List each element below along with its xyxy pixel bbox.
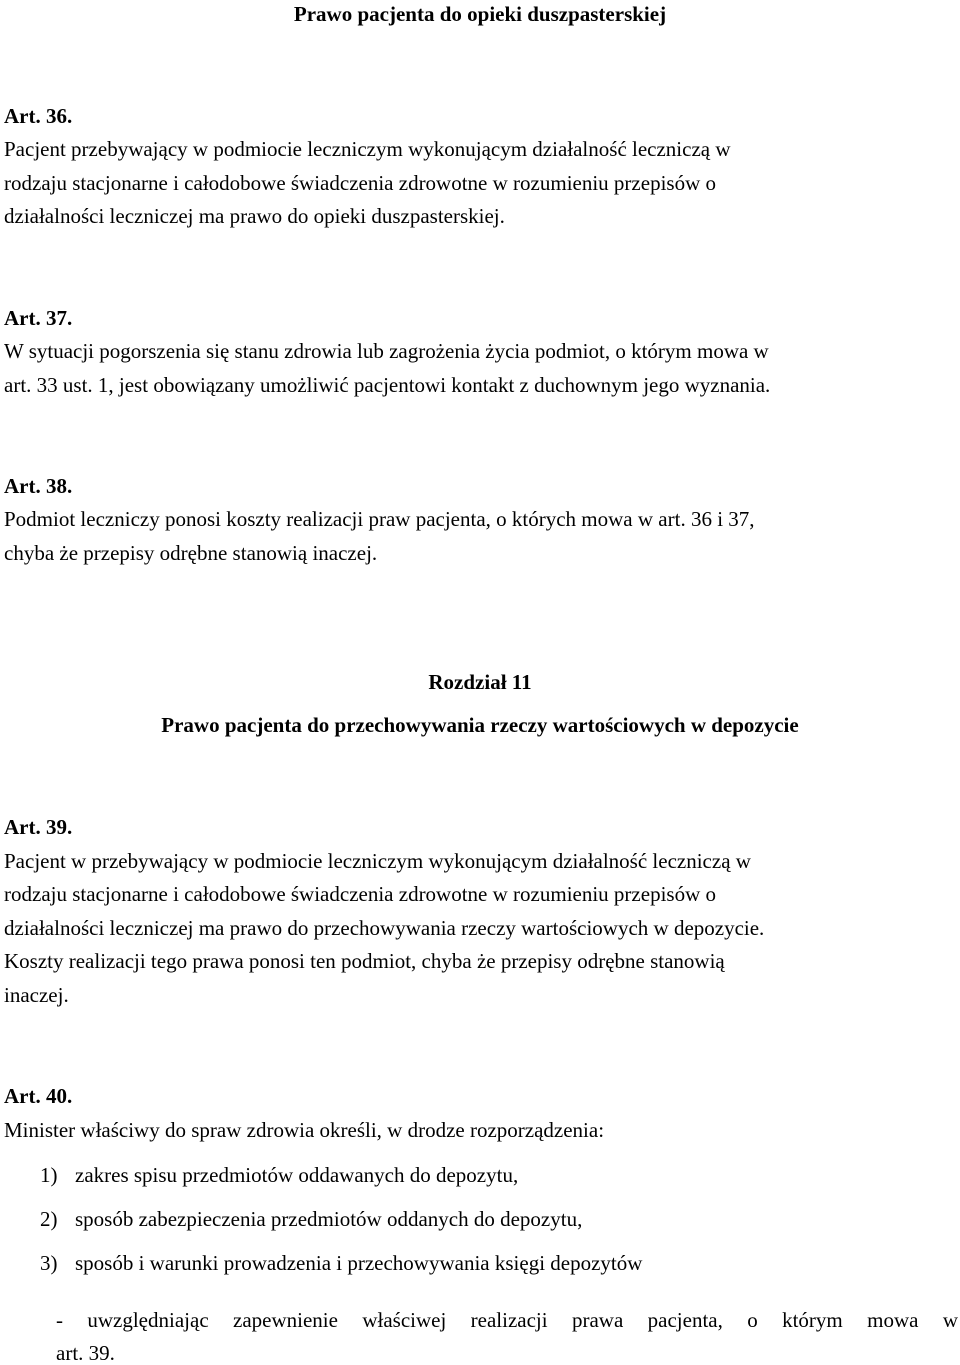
list-item-number: 3) <box>40 1251 58 1275</box>
article-39-line-4: Koszty realizacji tego prawa ponosi ten podmiot, chyba że przepisy odrębne stanowią <box>4 949 725 973</box>
list-item <box>40 1253 642 1274</box>
list-item-text: sposób i warunki prowadzenia i przechowywania księgi depozytów <box>75 1251 643 1275</box>
article-38-line-1: Podmiot leczniczy ponosi koszty realizacji praw pacjenta, o których mowa w art. 36 i 37, <box>4 507 755 531</box>
list-item <box>40 1209 582 1230</box>
article-36-line-3: działalności leczniczej ma prawo do opieki duszpasterskiej. <box>4 204 505 228</box>
article-36-heading: Art. 36. <box>4 104 73 128</box>
article-38-heading: Art. 38. <box>4 474 73 498</box>
list-item-number: 2) <box>40 1207 58 1231</box>
list-item <box>40 1165 518 1186</box>
article-39-line-5: inaczej. <box>4 983 69 1007</box>
article-39-heading: Art. 39. <box>4 815 73 839</box>
article-40-closing-line-2: art. 39. <box>56 1341 115 1365</box>
article-40-closing-line-1: - uwzględniając zapewnienie właściwej realizacji prawa pacjenta, o którym mowa w <box>56 1308 958 1332</box>
article-37-line-1: W sytuacji pogorszenia się stanu zdrowia lub zagrożenia życia podmiot, o którym mowa w <box>4 339 769 363</box>
article-39-line-2: rodzaju stacjonarne i całodobowe świadczenia zdrowotne w rozumieniu przepisów o <box>4 882 716 906</box>
article-38-line-2: chyba że przepisy odrębne stanowią inaczej. <box>4 541 378 565</box>
article-37-line-2: art. 33 ust. 1, jest obowiązany umożliwić pacjentowi kontakt z duchownym jego wyznania. <box>4 373 771 397</box>
article-36-line-2: rodzaju stacjonarne i całodobowe świadczenia zdrowotne w rozumieniu przepisów o <box>4 171 716 195</box>
list-item-number: 1) <box>40 1163 58 1187</box>
article-40-intro: Minister właściwy do spraw zdrowia określi, w drodze rozporządzenia: <box>4 1118 605 1142</box>
chapter-number: Rozdział 11 <box>428 670 532 694</box>
article-40-heading: Art. 40. <box>4 1084 73 1108</box>
article-36-line-1: Pacjent przebywający w podmiocie leczniczym wykonującym działalność leczniczą w <box>4 137 731 161</box>
page-title: Prawo pacjenta do opieki duszpasterskiej <box>293 2 667 26</box>
article-39-line-1: Pacjent w przebywający w podmiocie leczniczym wykonującym działalność leczniczą w <box>4 849 751 873</box>
list-item-text: zakres spisu przedmiotów oddawanych do depozytu, <box>75 1163 519 1187</box>
list-item-text: sposób zabezpieczenia przedmiotów oddanych do depozytu, <box>75 1207 583 1231</box>
article-39-line-3: działalności leczniczej ma prawo do przechowywania rzeczy wartościowych w depozycie. <box>4 916 765 940</box>
chapter-title: Prawo pacjenta do przechowywania rzeczy wartościowych w depozycie <box>161 713 799 737</box>
article-37-heading: Art. 37. <box>4 306 73 330</box>
